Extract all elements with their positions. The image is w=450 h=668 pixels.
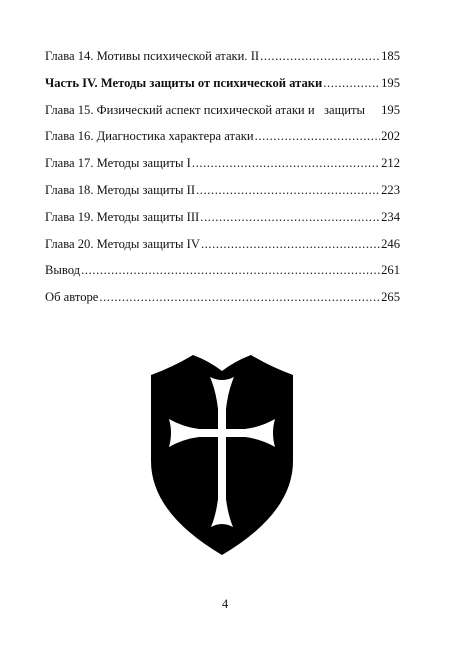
toc-entry-title: Глава 18. Методы защиты II (45, 182, 196, 197)
toc-entry-part-4[interactable] (45, 70, 400, 97)
toc-entry-page: 265 (381, 290, 400, 305)
toc-dot-leader (200, 204, 380, 231)
toc-dot-leader (196, 177, 380, 204)
toc-entry-title: Глава 14. Мотивы психической атаки. II (45, 49, 260, 63)
toc-dot-leader (99, 284, 380, 311)
toc-entry-title: Часть IV. Методы защиты от психической атаки (45, 75, 323, 90)
toc-entry-page: 195 (381, 75, 400, 90)
toc-dot-leader (201, 231, 380, 258)
toc-entry-title: Вывод (45, 263, 81, 278)
toc-entry-page: 246 (381, 236, 400, 251)
toc-dot-leader (323, 70, 380, 97)
toc-dot-leader (260, 43, 380, 70)
toc-entry-chapter-16[interactable] (45, 123, 400, 150)
toc-dot-leader (255, 123, 381, 150)
toc-entry-chapter-18[interactable] (45, 177, 400, 204)
toc-entry-page: 202 (381, 129, 400, 144)
toc-entry-chapter-19[interactable] (45, 204, 400, 231)
toc-entry-title: Глава 19. Методы защиты III (45, 209, 200, 224)
toc-entry-conclusion[interactable] (45, 257, 400, 284)
toc-entry-title: Глава 17. Методы защиты I (45, 156, 191, 171)
toc-entry-chapter-20[interactable] (45, 231, 400, 258)
toc-entry-chapter-14[interactable] (45, 43, 400, 70)
toc-entry-about-author[interactable] (45, 284, 400, 311)
toc-entry-title: Об авторе (45, 290, 99, 305)
toc-entry-page: 195 (381, 102, 400, 117)
toc-dot-leader (192, 150, 380, 177)
shield-with-cross-icon (147, 349, 297, 559)
toc-entry-page: 223 (381, 182, 400, 197)
toc-entry-page: 261 (381, 263, 400, 278)
toc-dot-leader (81, 257, 380, 284)
page-number: 4 (221, 597, 229, 611)
toc-entry-page: 185 (381, 49, 400, 63)
toc-entry-chapter-15[interactable] (45, 97, 400, 124)
toc-entry-title: Глава 15. Физический аспект психической атаки и защиты (45, 102, 365, 117)
toc-entry-page: 212 (381, 156, 400, 171)
toc-entry-title: Глава 20. Методы защиты IV (45, 236, 200, 251)
table-of-contents (45, 43, 400, 311)
toc-entry-chapter-17[interactable] (45, 150, 400, 177)
toc-entry-page: 234 (381, 209, 400, 224)
toc-entry-title: Глава 16. Диагностика характера атаки (45, 129, 254, 144)
